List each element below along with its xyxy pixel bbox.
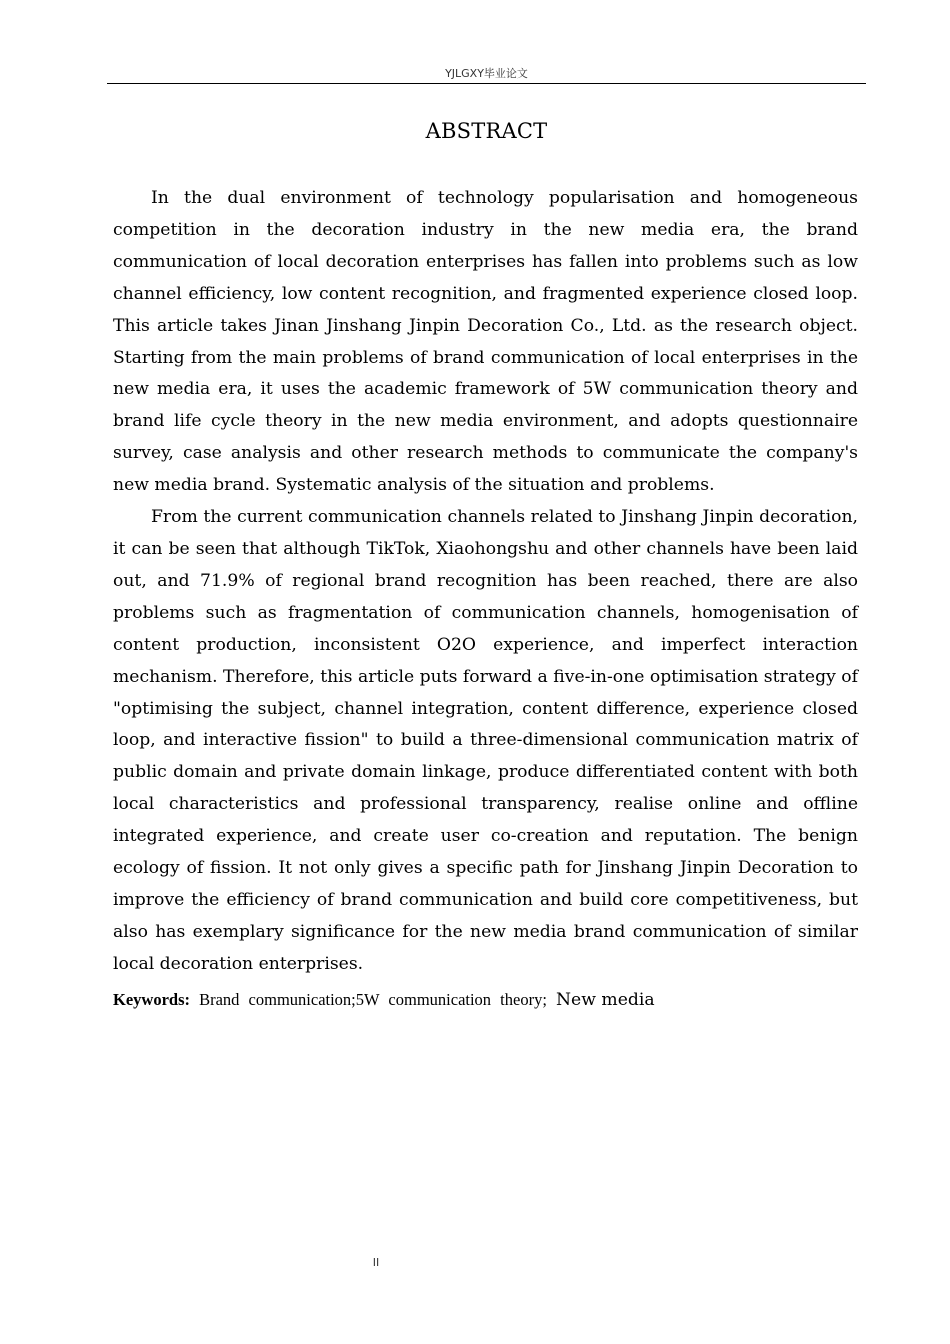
keywords-list: Brand communication;5W communication theory; [199, 989, 547, 1009]
running-header [107, 66, 866, 84]
running-header-title: YJLGXY毕业论文 [445, 67, 528, 80]
abstract-title: ABSTRACT [425, 119, 548, 143]
abstract-paragraph-2: From the current communication channels related to Jinshang Jinpin decoration, it can be seen that although TikTok, Xiaohongshu and other channels have been laid out, and 71.9% of regional brand recognition has been reached, there are also problems such as fragmentation of communication channels, homogenisation of content production, inconsistent O2O experience, and imperfect interaction mechanism. Therefore, this article puts forward a five-in-one optimisation strategy of "optimising the subject, channel integration, content difference, experience closed loop, and interactive fission" to build a three-dimensional communication matrix of public domain and private domain linkage, produce differentiated content with both local characteristics and professional transparency, realise online and offline integrated experience, and create user co-creation and reputation. The benign ecology of fission. It not only gives a specific path for Jinshang Jinpin Decoration to improve the efficiency of brand communication and build core competitiveness, but also has exemplary significance for the new media brand communication of similar local decoration enterprises. [113, 507, 858, 974]
page-number: II [372, 1256, 380, 1269]
keywords-label: Keywords: [113, 989, 190, 1009]
abstract-paragraph-1: In the dual environment of technology popularisation and homogeneous competition in the decoration industry in the new media era, the brand communication of local decoration enterprises has fallen into problems such as low channel efficiency, low content recognition, and fragmented experience closed loop. This article takes Jinan Jinshang Jinpin Decoration Co., Ltd. as the research object. Starting from the main problems of brand communication of local enterprises in the new media era, it uses the academic framework of 5W communication theory and brand life cycle theory in the new media environment, and adopts questionnaire survey, case analysis and other research methods to communicate the company's new media brand. Systematic analysis of the situation and problems. [113, 188, 858, 496]
keywords-tail: New media [556, 989, 655, 1010]
keywords-line [113, 985, 858, 1015]
abstract-body [113, 183, 858, 1015]
